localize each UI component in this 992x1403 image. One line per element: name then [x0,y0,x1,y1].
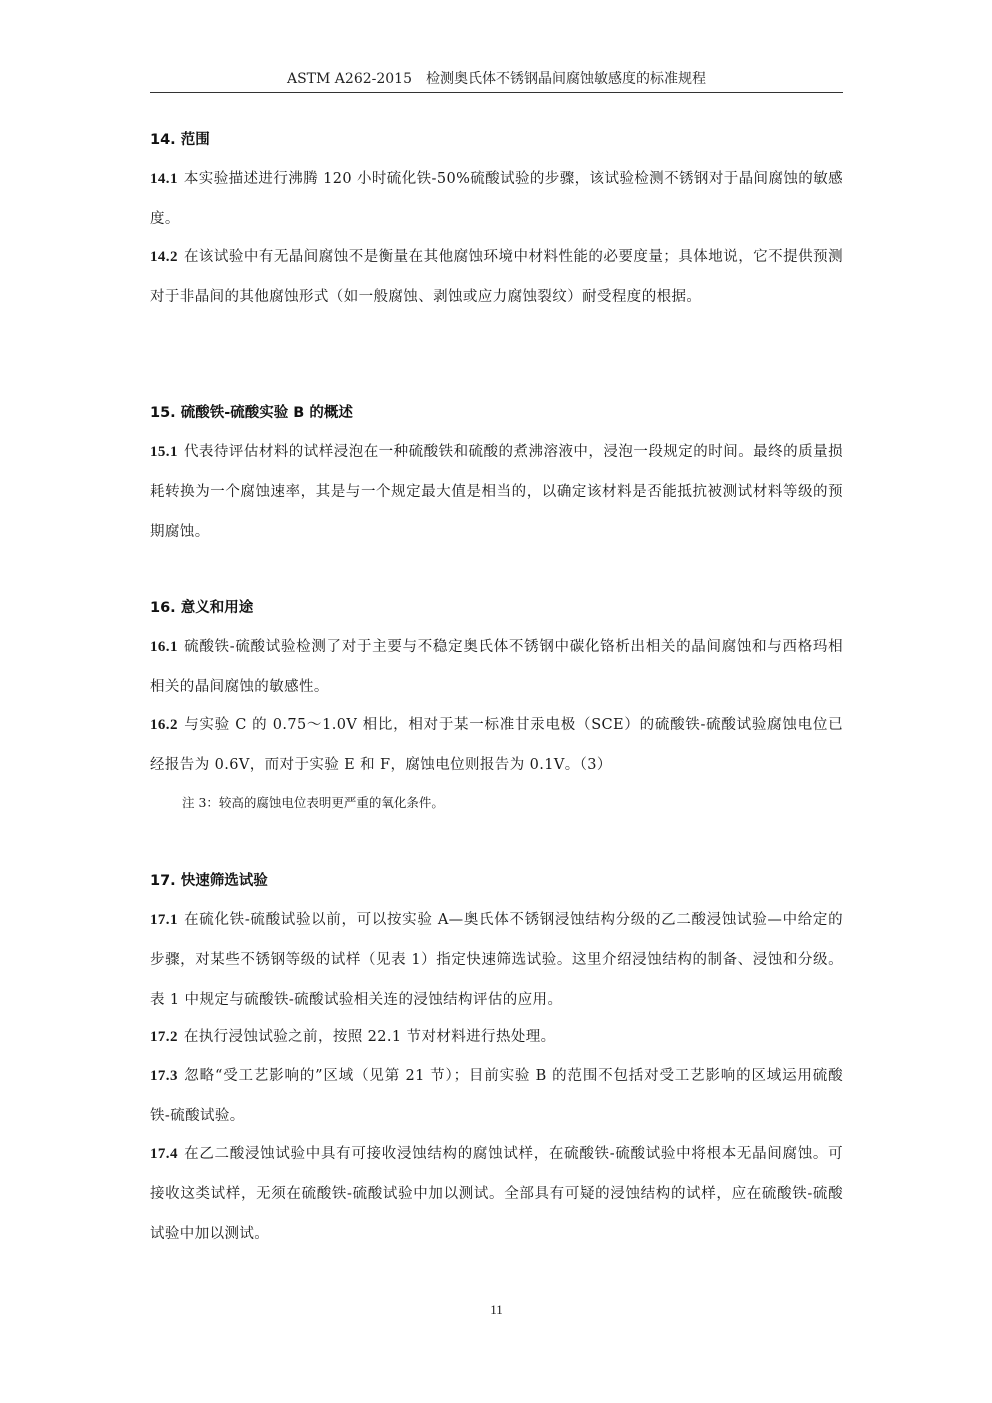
paragraph-text: 在该试验中有无晶间腐蚀不是衡量在其他腐蚀环境中材料性能的必要度量；具体地说，它不提供预测对于非晶间的其他腐蚀形式（如一般腐蚀、剥蚀或应力腐蚀裂纹）耐受程度的根据。 [150,249,843,305]
paragraph-text: 本实验描述进行沸腾 120 小时硫化铁-50%硫酸试验的步骤，该试验检测不锈钢对于晶间腐蚀的敏感度。 [150,171,843,227]
paragraph-text: 在乙二酸浸蚀试验中具有可接收浸蚀结构的腐蚀试样，在硫酸铁-硫酸试验中将根本无晶间腐蚀。可接收这类试样，无须在硫酸铁-硫酸试验中加以测试。全部具有可疑的浸蚀结构的试样，应在硫酸铁-硫酸试验中加以测试。 [150,1146,843,1242]
paragraph-14-2 [150,237,843,317]
header-rule [150,92,843,93]
paragraph-17-4 [150,1134,843,1254]
paragraph-16-2 [150,705,843,785]
paragraph-17-1 [150,900,843,1020]
paragraph-text: 在硫化铁-硫酸试验以前，可以按实验 A—奥氏体不锈钢浸蚀结构分级的乙二酸浸蚀试验—中给定的步骤，对某些不锈钢等级的试样（见表 1）指定快速筛选试验。这里介绍浸蚀结构的制备、浸蚀和分级。表 1 中规定与硫酸铁-硫酸试验相关连的浸蚀结构评估的应用。 [150,912,843,1008]
paragraph-text: 与实验 C 的 0.75～1.0V 相比，相对于某一标准甘汞电极（SCE）的硫酸铁-硫酸试验腐蚀电位已经报告为 0.6V，而对于实验 E 和 F，腐蚀电位则报告为 0.1V。（3） [150,717,843,773]
section-title-14: 14. 范围 [150,132,210,148]
paragraph-text: 忽略“受工艺影响的”区域（见第 21 节）；目前实验 B 的范围不包括对受工艺影响的区域运用硫酸铁-硫酸试验。 [150,1068,843,1124]
paragraph-17-3 [150,1056,843,1136]
section-title-16: 16. 意义和用途 [150,600,254,616]
paragraph-number: 15.1 [150,444,178,460]
paragraph-16-1 [150,627,843,707]
running-header: ASTM A262-2015 检测奥氏体不锈钢晶间腐蚀敏感度的标准规程 [286,71,706,87]
paragraph-17-2 [150,1017,843,1057]
note-3: 注 3：较高的腐蚀电位表明更严重的氧化条件。 [182,795,444,810]
paragraph-number: 17.1 [150,912,178,928]
paragraph-number: 14.1 [150,171,178,187]
section-title-17: 17. 快速筛选试验 [150,873,268,889]
paragraph-number: 17.3 [150,1068,178,1084]
paragraph-number: 16.1 [150,639,178,655]
paragraph-15-1 [150,432,843,552]
paragraph-number: 17.2 [150,1029,178,1045]
paragraph-14-1 [150,159,843,239]
paragraph-text: 硫酸铁-硫酸试验检测了对于主要与不稳定奥氏体不锈钢中碳化铬析出相关的晶间腐蚀和与西格玛相相关的晶间腐蚀的敏感性。 [150,639,843,695]
section-title-15: 15. 硫酸铁-硫酸实验 B 的概述 [150,405,353,421]
paragraph-text: 在执行浸蚀试验之前，按照 22.1 节对材料进行热处理。 [183,1029,556,1045]
paragraph-number: 17.4 [150,1146,178,1162]
paragraph-number: 16.2 [150,717,178,733]
paragraph-text: 代表待评估材料的试样浸泡在一种硫酸铁和硫酸的煮沸溶液中，浸泡一段规定的时间。最终的质量损耗转换为一个腐蚀速率，其是与一个规定最大值是相当的，以确定该材料是否能抵抗被测试材料等级的预期腐蚀。 [150,444,843,540]
paragraph-number: 14.2 [150,249,178,265]
page-number: 11 [490,1302,503,1317]
